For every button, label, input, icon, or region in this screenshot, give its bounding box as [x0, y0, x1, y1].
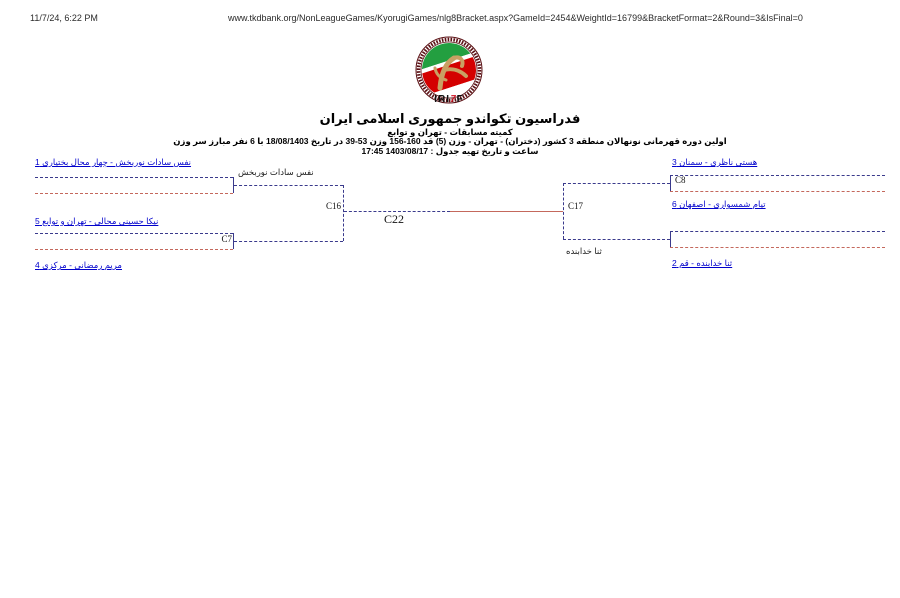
- bracket-connector-right-top: [670, 175, 671, 191]
- bracket-line-final-right: [450, 211, 563, 212]
- player-link-seed6[interactable]: تیام شمسواری - اصفهان 6: [672, 199, 766, 209]
- event-subtitle: اولین دوره قهرمانی نونهالان منطقه 3 کشور (دختران) - تهران - وزن (5) قد 160-156 وزن 53-39 در تاریخ 18/08/1403 با 6 نفر مبارز سر وزن: [173, 136, 727, 146]
- player-link-seed5[interactable]: نیکا حسینی محالی - تهران و توابع 5: [35, 216, 159, 226]
- bracket-line-player4: [35, 249, 233, 250]
- player-link-seed2[interactable]: ثنا خدابنده - قم 2: [672, 258, 733, 268]
- logo-tf-mark: 7: [448, 94, 458, 105]
- bracket-line-player6: [670, 191, 885, 192]
- player-link-seed3[interactable]: هستی ناظری - سمنان 3: [672, 157, 758, 167]
- bracket-line-bye-left: [35, 193, 233, 194]
- bracket-line-semi-right-bottom: [563, 239, 670, 240]
- bracket-connector-semi-left: [343, 185, 344, 241]
- bracket-line-semi-right-top: [563, 183, 670, 184]
- committee-subtitle: کمیته مسابقات - تهران و توابع: [387, 127, 513, 137]
- bracket-connector-right-bottom: [670, 231, 671, 247]
- bracket-line-player3: [670, 175, 885, 176]
- player-link-seed4[interactable]: مریم رمضانی - مرکزی 4: [35, 260, 122, 270]
- bracket-line-semi-left-bottom: [234, 241, 343, 242]
- bracket-connector-semi-right: [563, 183, 564, 239]
- bracket-line-player1: [35, 177, 233, 178]
- player-link-seed1[interactable]: نفس سادات نوربخش - چهار محال بختیاری 1: [35, 157, 192, 167]
- bracket-line-player5: [35, 233, 233, 234]
- schedule-subtitle: ساعت و تاریخ تهیه جدول : 1403/08/17 17:45: [361, 146, 539, 156]
- page-title: فدراسیون تکواندو جمهوری اسلامی ایران: [319, 111, 581, 126]
- logo-text-f: F: [456, 94, 464, 105]
- federation-logo: [404, 36, 494, 112]
- match-code-c7: C7: [211, 235, 233, 244]
- match-code-c16: C16: [314, 202, 342, 211]
- logo-iritf-text: [404, 94, 494, 105]
- bracket-line-semi-left-top: [234, 185, 343, 186]
- print-url: www.tkdbank.org/NonLeagueGames/KyorugiGames/nlg8Bracket.aspx?GameId=2454&WeightId=16799&BracketFormat=2&Round=3&IsFinal=0: [228, 13, 803, 23]
- bracket-line-bye-right: [670, 231, 885, 232]
- print-timestamp: 11/7/24, 6:22 PM: [30, 13, 98, 23]
- winner-label-right: ثنا خدابنده: [566, 246, 602, 256]
- match-code-c17: C17: [568, 201, 584, 211]
- bracket-line-player2: [670, 247, 885, 248]
- logo-text-iri: IRI: [434, 94, 451, 105]
- match-code-c22: C22: [384, 212, 405, 226]
- winner-label-left: نفس سادات نوربخش: [238, 167, 314, 177]
- match-code-c8: C8: [675, 175, 686, 185]
